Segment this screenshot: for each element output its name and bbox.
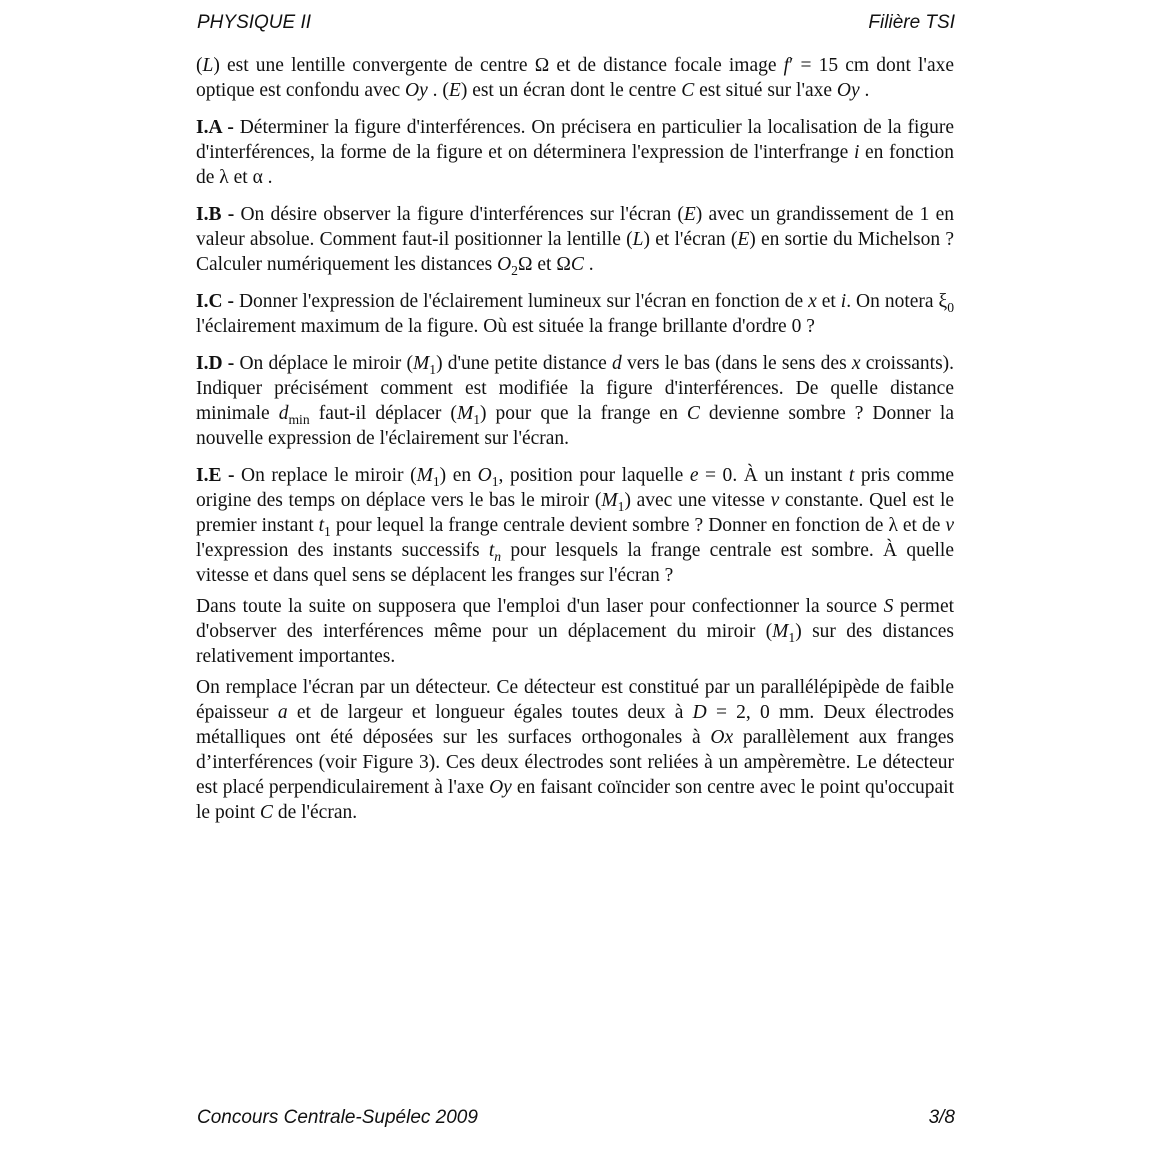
question-label: I.C -	[196, 291, 234, 312]
page-footer-page-number: 3/8	[928, 1107, 955, 1128]
question-id: I.D - On déplace le miroir $(M_1)$ d'une petite distance d vers le bas (dans le sens des x croissants). Indiquer précisément comment est modifiée la figure d'interférences. De quelle distance minimale $d_{min}$ faut-il déplacer $(M_1)$ pour que la frange en C devienne sombre ? Donner la nouvelle expression de l'éclairement sur l'écran.	[196, 353, 955, 449]
question-ic: I.C - Donner l'expression de l'éclairement lumineux sur l'écran en fonction de x et i. On notera $\xi_0$ l'éclairement maximum de la figure. Où est située la frange brillante d'ordre 0 ?	[196, 291, 955, 337]
intro-paragraph: (L) est une lentille convergente de centre Ω et de distance focale image f′ = 15 cm dont l'axe optique est confondu avec Oy . (E) est un écran dont le centre C est situé sur l'axe Oy .	[196, 55, 955, 101]
laser-paragraph: Dans toute la suite on supposera que l'emploi d'un laser pour confectionner la source S permet d'observer des interférences même pour un déplacement du miroir $(M_1)$ sur des distances relativement importantes.	[196, 596, 955, 667]
page-header-track: Filière TSI	[868, 12, 955, 33]
question-ie: I.E - On replace le miroir $(M_1)$ en $O_1$, position pour laquelle e = 0. À un instant t pris comme origine des temps on déplace vers le bas le miroir $(M_1)$ avec une vitesse v constante. Quel est le premier instant $t_1$ pour lequel la frange centrale devient sombre ? Donner en fonction de λ et de v l'expression des instants successifs $t_n$ pour lesquels la frange centrale est sombre. À quelle vitesse et dans quel sens se déplacent les franges sur l'écran ?	[196, 465, 955, 586]
question-label: I.E -	[196, 465, 235, 486]
page-footer-contest: Concours Centrale-Supélec 2009	[197, 1107, 478, 1128]
question-label: I.B -	[196, 204, 235, 225]
document-body	[196, 53, 954, 837]
page-header-subject: PHYSIQUE II	[197, 12, 312, 33]
question-label: I.D -	[196, 353, 235, 374]
question-ia: I.A - Déterminer la figure d'interférences. On précisera en particulier la localisation de la figure d'interférences, la forme de la figure et on déterminera l'expression de l'interfrange i en fonction de λ et α .	[196, 117, 955, 188]
detector-paragraph: On remplace l'écran par un détecteur. Ce détecteur est constitué par un parallélépipède de faible épaisseur a et de largeur et longueur égales toutes deux à D = 2, 0 mm. Deux électrodes métalliques ont été déposées sur les surfaces orthogonales à Ox parallèlement aux franges d’interférences (voir Figure 3). Ces deux électrodes sont reliées à un ampèremètre. Le détecteur est placé perpendiculairement à l'axe Oy en faisant coïncider son centre avec le point qu'occupait le point C de l'écran.	[196, 677, 955, 823]
question-label: I.A -	[196, 117, 234, 138]
question-ib: I.B - On désire observer la figure d'interférences sur l'écran (E) avec un grandissement de 1 en valeur absolue. Comment faut-il positionner la lentille (L) et l'écran (E) en sortie du Michelson ? Calculer numériquement les distances $O_2\Omega$ et ΩC .	[196, 204, 955, 278]
